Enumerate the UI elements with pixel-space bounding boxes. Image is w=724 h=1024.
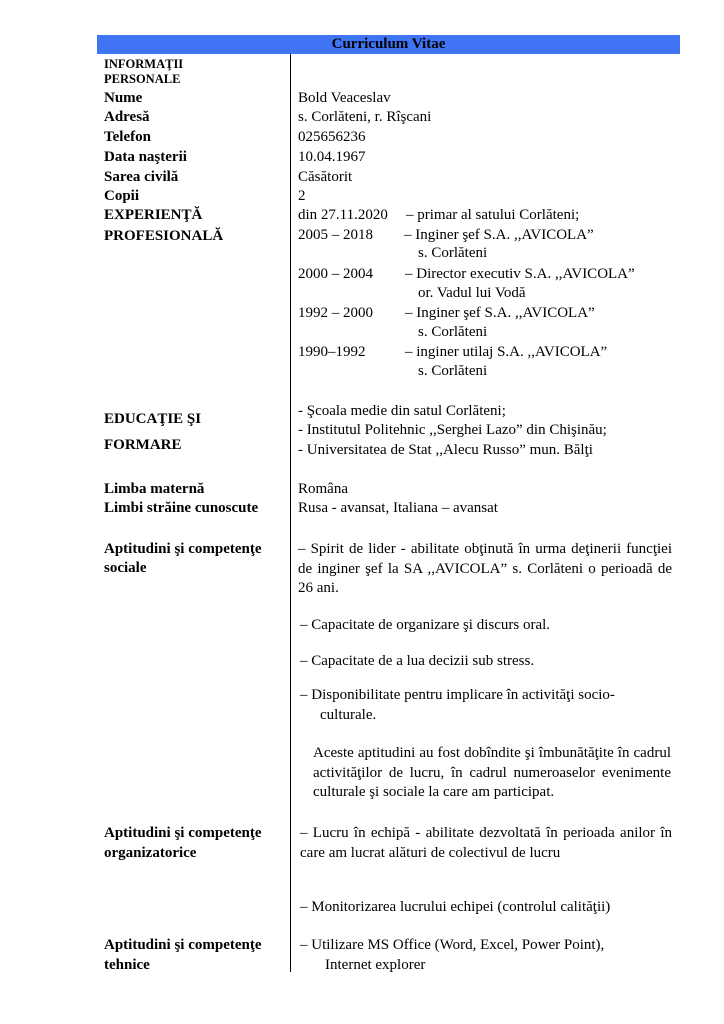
experience-role: – Inginer şef S.A. ,,AVICOLA” [405, 305, 595, 321]
experience-role: – primar al satului Corlăteni; [406, 207, 580, 223]
organizational-skills-label-line2: organizatorice [104, 845, 197, 861]
technical-skills-label-line2: tehnice [104, 957, 150, 973]
phone-label: Telefon [104, 129, 151, 145]
technical-skill-item: – Utilizare MS Office (Word, Excel, Power Point), [300, 937, 605, 953]
organizational-skills-label-line1: Aptitudini şi competenţe [104, 825, 262, 841]
birth-label: Data naşterii [104, 149, 187, 165]
experience-role: – inginer utilaj S.A. ,,AVICOLA” [405, 344, 608, 360]
native-language-value: Româna [298, 481, 348, 497]
experience-role: – Inginer şef S.A. ,,AVICOLA” [404, 227, 594, 243]
education-item: - Şcoala medie din satul Corlăteni; [298, 403, 506, 419]
address-label: Adresă [104, 109, 150, 125]
foreign-languages-value: Rusa - avansat, Italiana – avansat [298, 500, 498, 516]
social-skill-paragraph: – Spirit de lider - abilitate obţinută în urma deţinerii funcţiei de inginer şef la SA ,,AVICOLA” s. Corlăteni o perioadă de 26 ani. [298, 541, 672, 596]
children-value: 2 [298, 188, 306, 204]
social-skills-label-line1: Aptitudini şi competenţe [104, 541, 262, 557]
experience-period: 2005 – 2018 [298, 227, 373, 243]
section-personal-heading-line1: INFORMAŢII [104, 57, 184, 71]
education-item: - Universitatea de Stat ,,Alecu Russo” mun. Bălţi [298, 442, 593, 458]
section-personal-heading-line2: PERSONALE [104, 72, 181, 86]
education-label-line2: FORMARE [104, 437, 182, 453]
name-value: Bold Veaceslav [298, 90, 391, 106]
foreign-languages-label: Limbi străine cunoscute [104, 500, 259, 516]
column-divider [290, 54, 291, 972]
technical-skill-item-continued: Internet explorer [325, 957, 426, 973]
experience-role: – Director executiv S.A. ,,AVICOLA” [405, 266, 635, 282]
education-label-line1: EDUCAŢIE ŞI [104, 411, 202, 427]
experience-period: din 27.11.2020 [298, 207, 388, 223]
birth-value: 10.04.1967 [298, 149, 366, 165]
document-title: Curriculum Vitae [331, 36, 446, 52]
organizational-skill-paragraph: – Lucru în echipă - abilitate dezvoltată în perioada anilor în care am lucrat alături de colectivul de lucru [300, 825, 672, 861]
experience-place: or. Vadul lui Vodă [418, 285, 526, 301]
experience-place: s. Corlăteni [418, 324, 488, 340]
experience-label-line2: PROFESIONALĂ [104, 228, 224, 244]
social-skills-label-line2: sociale [104, 560, 147, 576]
technical-skills-label-line1: Aptitudini şi competenţe [104, 937, 262, 953]
education-item: - Institutul Politehnic ,,Serghei Lazo” din Chişinău; [298, 422, 607, 438]
social-skills-summary: Aceste aptitudini au fost dobîndite şi îmbunătăţite în cadrul activităţilor de lucru, în cadrul numeroaselor evenimente culturale şi sociale la care am participat. [313, 745, 671, 800]
social-skill-item-continued: culturale. [320, 707, 377, 723]
experience-place: s. Corlăteni [418, 245, 488, 261]
experience-period: 1990–1992 [298, 344, 366, 360]
organizational-skill-item: – Monitorizarea lucrului echipei (controlul calităţii) [300, 899, 611, 915]
address-value: s. Corlăteni, r. Rîşcani [298, 109, 432, 125]
children-label: Copii [104, 188, 140, 204]
title-bar [97, 35, 680, 54]
social-skill-item: – Capacitate de a lua decizii sub stress. [300, 653, 535, 669]
experience-place: s. Corlăteni [418, 363, 488, 379]
experience-label-line1: EXPERIENŢĂ [104, 207, 203, 223]
phone-value: 025656236 [298, 129, 366, 145]
social-skill-item: – Capacitate de organizare şi discurs oral. [300, 617, 551, 633]
social-skill-item: – Disponibilitate pentru implicare în activităţi socio- [300, 687, 615, 703]
name-label: Nume [104, 90, 143, 106]
civil-status-label: Sarea civilă [104, 169, 179, 185]
civil-status-value: Căsătorit [298, 169, 353, 185]
experience-period: 2000 – 2004 [298, 266, 373, 282]
native-language-label: Limba maternă [104, 481, 205, 497]
experience-period: 1992 – 2000 [298, 305, 373, 321]
